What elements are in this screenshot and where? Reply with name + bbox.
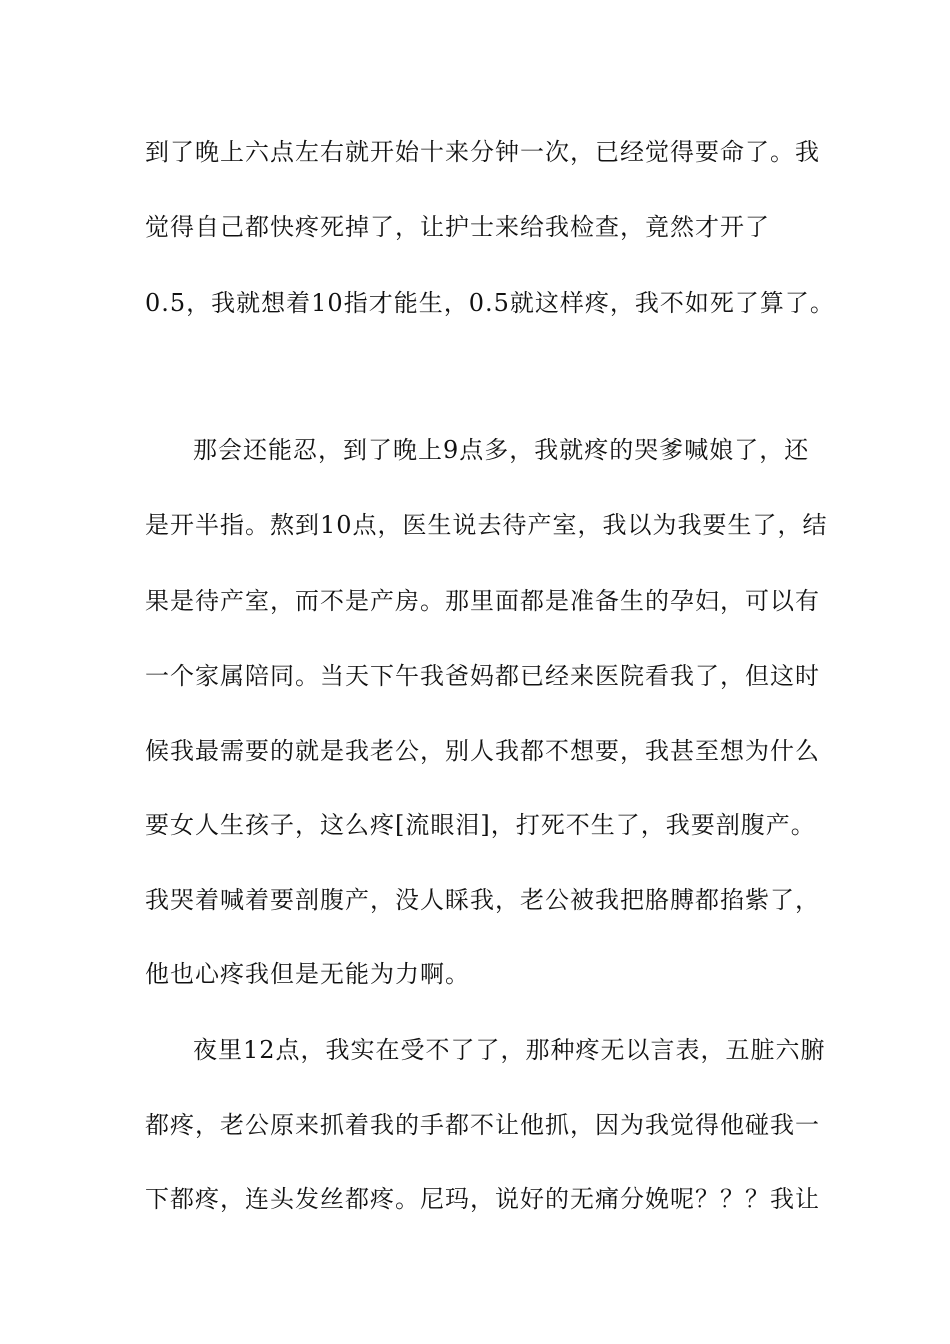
text-line: 是开半指。熬到10点，医生说去待产室，我以为我要生了，结: [145, 511, 828, 539]
text-line: 都疼，老公原来抓着我的手都不让他抓，因为我觉得他碰我一: [145, 1111, 820, 1139]
text-line: 他也心疼我但是无能为力啊。: [145, 960, 470, 988]
text-line: 果是待产室，而不是产房。那里面都是准备生的孕妇，可以有: [145, 587, 820, 615]
text-line: 0.5，我就想着10指才能生，0.5就这样疼，我不如死了算了。: [145, 289, 835, 317]
paragraph-first-line: 夜里12点，我实在受不了了，那种疼无以言表，五脏六腑: [193, 1036, 826, 1064]
text-line: 一个家属陪同。当天下午我爸妈都已经来医院看我了，但这时: [145, 662, 820, 690]
text-line: 候我最需要的就是我老公，别人我都不想要，我甚至想为什么: [145, 737, 820, 765]
paragraph-first-line: 那会还能忍，到了晚上9点多，我就疼的哭爹喊娘了，还: [193, 436, 810, 464]
text-line: 我哭着喊着要剖腹产，没人睬我，老公被我把胳膊都掐紫了，: [145, 886, 820, 914]
text-line: 到了晚上六点左右就开始十来分钟一次，已经觉得要命了。我: [145, 138, 820, 166]
text-line: 要女人生孩子，这么疼[流眼泪]，打死不生了，我要剖腹产。: [145, 811, 816, 839]
text-line: 觉得自己都快疼死掉了，让护士来给我检查，竟然才开了: [145, 213, 770, 241]
text-line: 下都疼，连头发丝都疼。尼玛，说好的无痛分娩呢？？？我让: [145, 1185, 820, 1213]
